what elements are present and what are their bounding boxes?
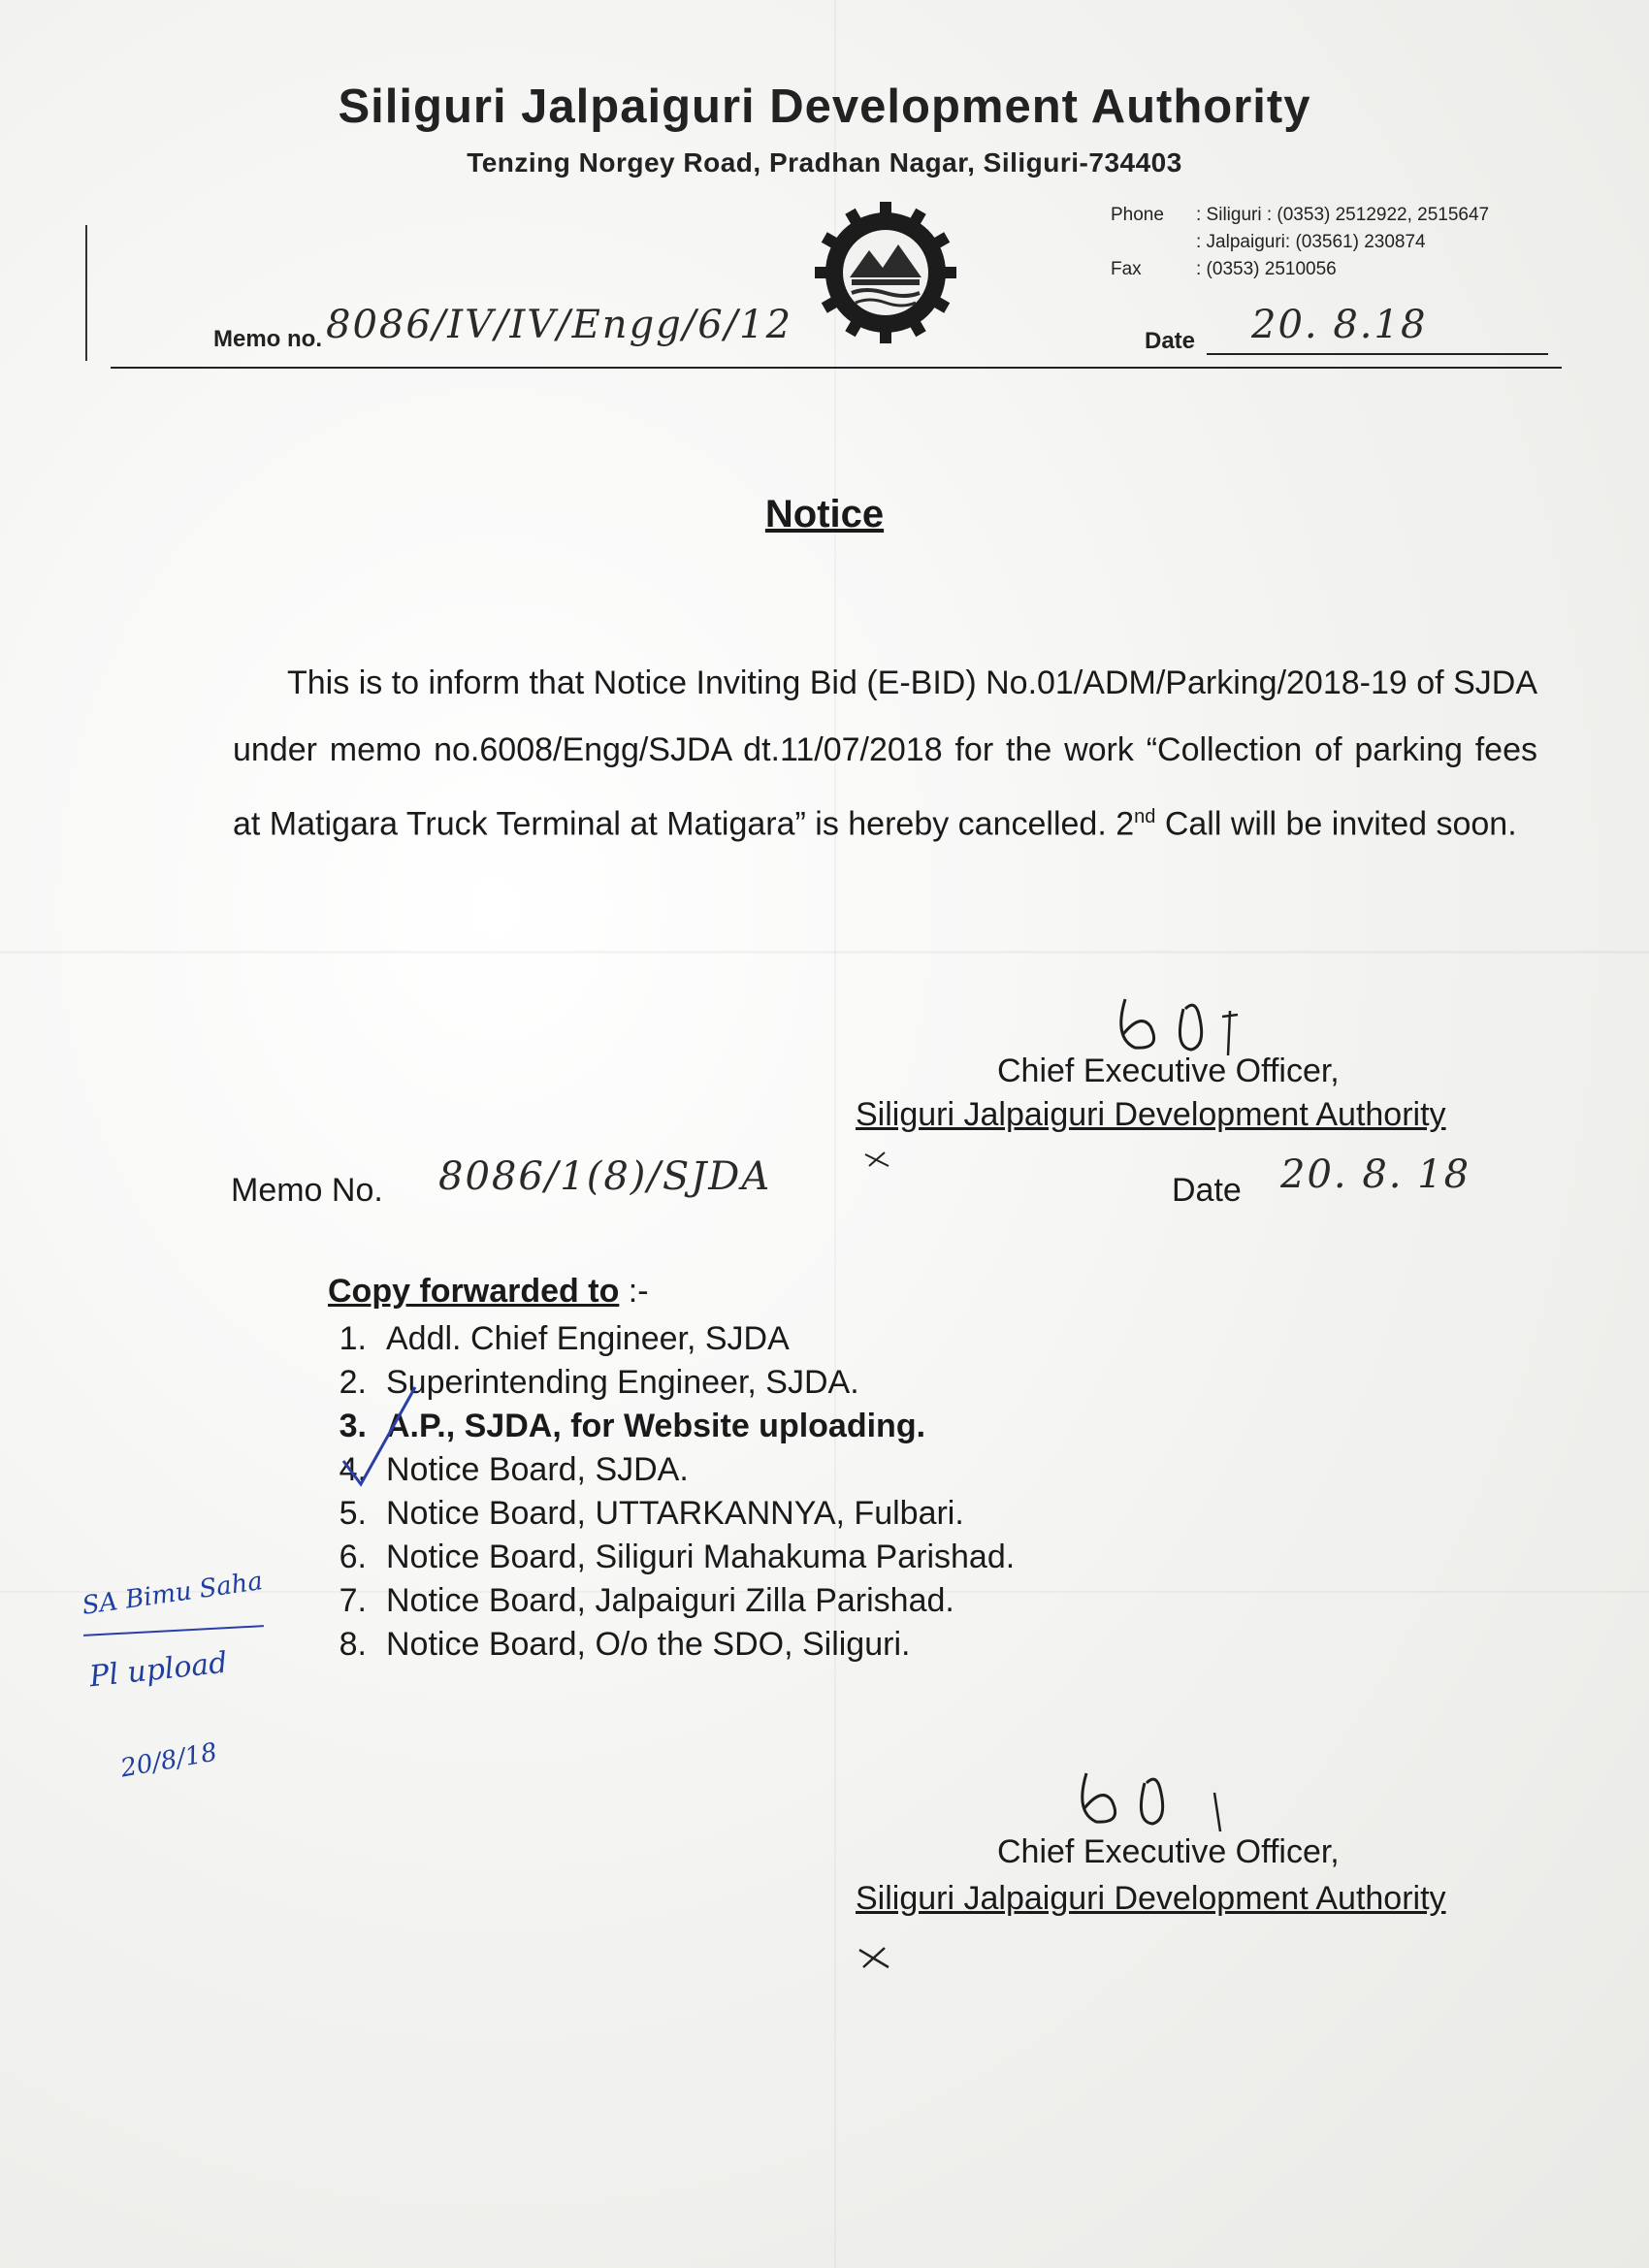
list-item: 1. Addl. Chief Engineer, SJDA: [339, 1320, 790, 1357]
list-item: 4. Notice Board, SJDA.: [339, 1451, 689, 1488]
phone-label: Phone: [1111, 205, 1164, 225]
header-date-value: 20. 8.18: [1251, 303, 1428, 347]
forward-memo-value: 8086/1(8)/SJDA: [438, 1154, 772, 1199]
margin-note-line-3: 20/8/18: [118, 1737, 220, 1784]
cross-mark-icon: [861, 1149, 894, 1177]
signature-scrawl-2: [1067, 1754, 1261, 1846]
copy-forwarded-heading: [328, 1273, 649, 1311]
list-item: 2. Superintending Engineer, SJDA.: [339, 1364, 859, 1401]
signature-1-title: Chief Executive Officer,: [997, 1053, 1340, 1089]
notice-body: [233, 650, 1537, 858]
signature-1-org: Siliguri Jalpaiguri Development Authority: [856, 1096, 1446, 1133]
org-name: Siliguri Jalpaiguri Development Authority: [338, 81, 1311, 133]
paper-crease: [0, 951, 1649, 954]
tick-mark-icon: [338, 1377, 425, 1499]
letterhead-divider: [111, 367, 1562, 369]
sjda-emblem-icon: [813, 200, 958, 345]
fax-label: Fax: [1111, 259, 1142, 279]
list-item: 3. A.P., SJDA, for Website uploading.: [339, 1408, 926, 1444]
list-item: 8. Notice Board, O/o the SDO, Siliguri.: [339, 1626, 911, 1663]
contact-block: [1111, 202, 1489, 283]
org-address: Tenzing Norgey Road, Pradhan Nagar, Siliguri-734403: [467, 147, 1182, 178]
notice-body-tail: Call will be invited soon.: [1155, 805, 1517, 843]
header-memo-label: Memo no.: [213, 326, 322, 352]
date-underline: [1207, 353, 1548, 355]
forward-date-value: 20. 8. 18: [1280, 1152, 1471, 1197]
fax-value: : (0353) 2510056: [1196, 259, 1337, 279]
copy-forwarded-heading-text: Copy forwarded to: [328, 1273, 620, 1310]
signature-2-org: Siliguri Jalpaiguri Development Authority: [856, 1880, 1446, 1917]
margin-note-line-2: Pl upload: [87, 1645, 230, 1695]
notice-body-text: This is to inform that Notice Inviting Bid (E-BID) No.01/ADM/Parking/2018-19 of SJDA under memo no.6008/Engg/SJDA dt.11/07/2018 for the work “Collection of parking fees at Matigara Truck Terminal at Matigara” is hereby cancelled. 2: [233, 664, 1537, 843]
notice-title: Notice: [764, 493, 885, 535]
margin-note-rule: [83, 1625, 264, 1636]
list-item: 5. Notice Board, UTTARKANNYA, Fulbari.: [339, 1495, 964, 1532]
phone-jalpaiguri: : Jalpaiguri: (03561) 230874: [1196, 232, 1426, 252]
header-memo-value: 8086/IV/IV/Engg/6/12: [326, 303, 793, 347]
forward-memo-label: Memo No.: [231, 1172, 383, 1209]
list-item: 6. Notice Board, Siliguri Mahakuma Parishad.: [339, 1539, 1016, 1575]
signature-2-title: Chief Executive Officer,: [997, 1833, 1340, 1870]
phone-siliguri: : Siliguri : (0353) 2512922, 2515647: [1196, 205, 1490, 225]
ordinal-suffix: nd: [1134, 806, 1156, 827]
forward-date-label: Date: [1172, 1172, 1242, 1209]
cross-mark-icon: [856, 1944, 894, 1978]
copy-forwarded-heading-suffix: :-: [619, 1273, 649, 1310]
header-date-label: Date: [1145, 328, 1196, 354]
list-item: 7. Notice Board, Jalpaiguri Zilla Parishad.: [339, 1582, 954, 1619]
margin-rule: [85, 225, 87, 361]
margin-note-line-1: SA Bimu Saha: [80, 1567, 265, 1621]
